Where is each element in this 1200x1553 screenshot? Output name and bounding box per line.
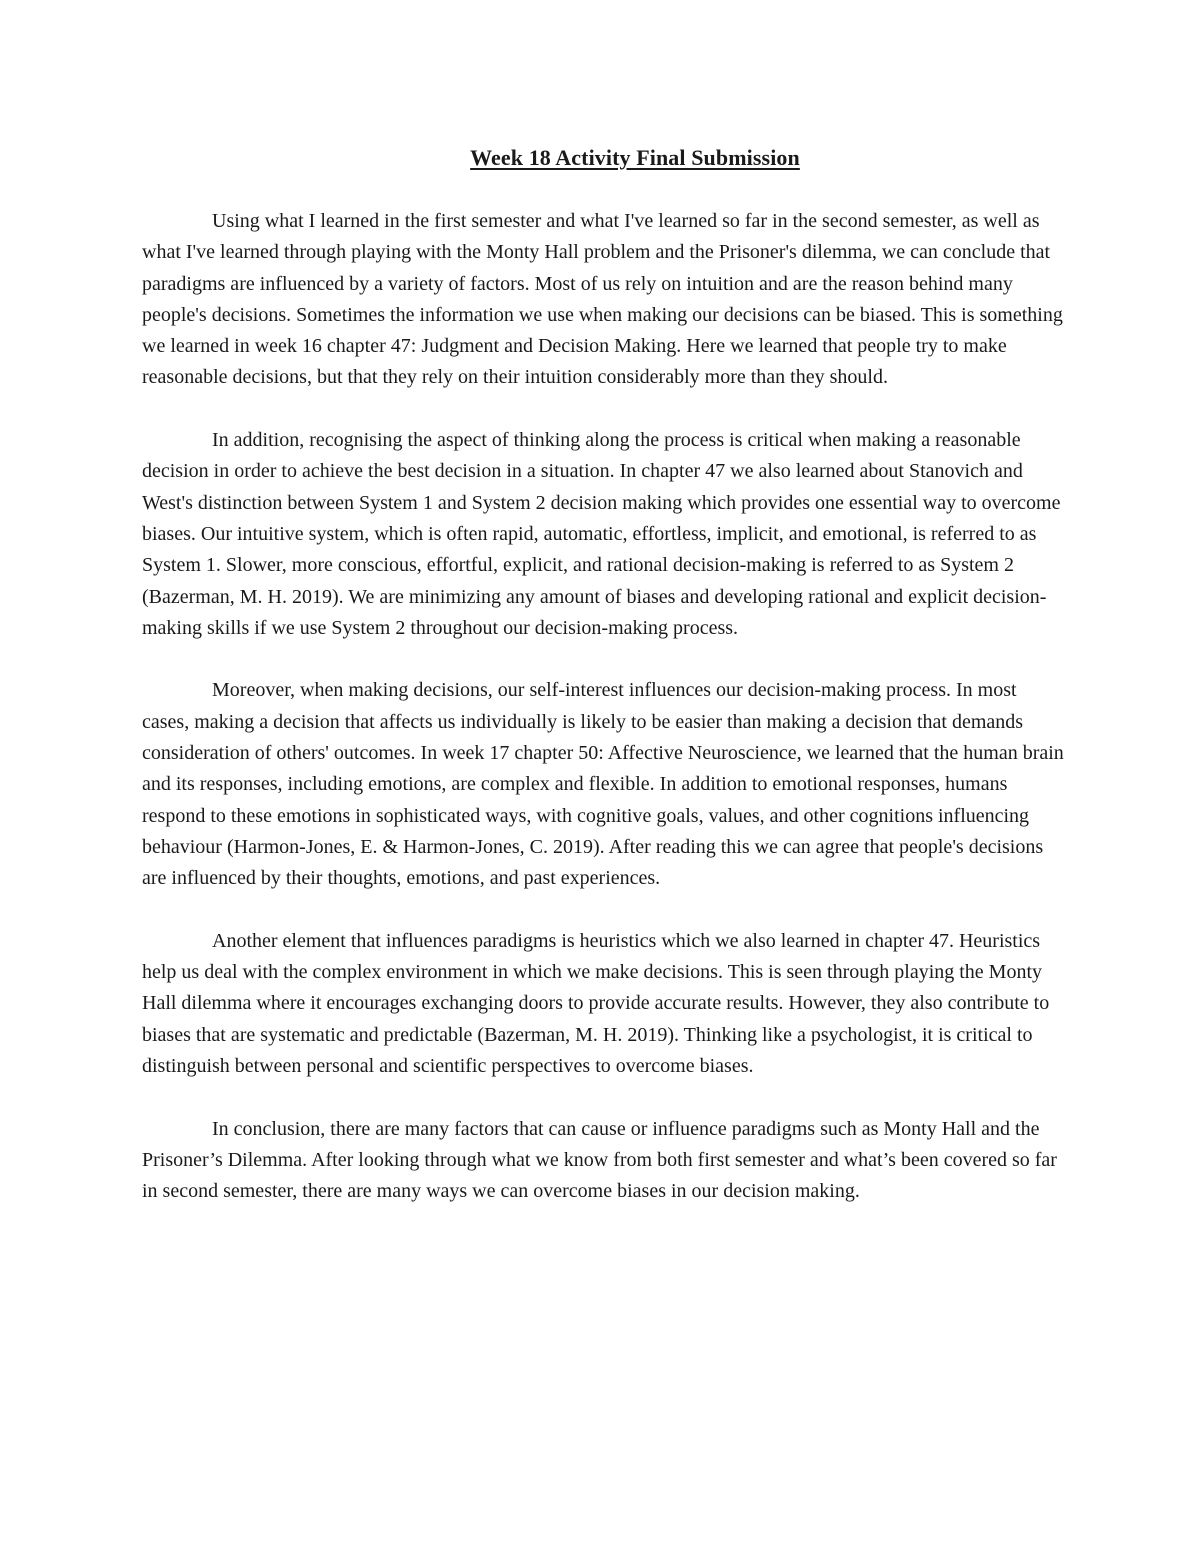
paragraph-5: In conclusion, there are many factors that can cause or influence paradigms such as Monty Hall and the Prisoner’s Dilemma. After looking through what we know from both first semester and what’s been covered so far in second semester, there are many ways we can overcome biases in our decision making. — [142, 1117, 1057, 1203]
paragraph-4: Another element that influences paradigms is heuristics which we also learned in chapter 47. Heuristics help us deal with the complex environment in which we make decisions. This is seen through playing the Monty Hall dilemma where it encourages exchanging doors to provide accurate results. However, they also contribute to biases that are systematic and predictable (Bazerman, M. H. 2019). Thinking like a psychologist, it is critical to distinguish between personal and scientific perspectives to overcome biases. — [142, 929, 1050, 1078]
document-body — [142, 206, 1064, 1239]
document-title: Week 18 Activity Final Submission — [470, 145, 800, 170]
paragraph-1: Using what I learned in the first semester and what I've learned so far in the second semester, as well as what I've learned through playing with the Monty Hall problem and the Prisoner's dilemma, we can conclude that paradigms are influenced by a variety of factors. Most of us rely on intuition and are the reason behind many people's decisions. Sometimes the information we use when making our decisions can be biased. This is something we learned in week 16 chapter 47: Judgment and Decision Making. Here we learned that people try to make reasonable decisions, but that they rely on their intuition considerably more than they should. — [142, 210, 1063, 389]
paragraph-2: In addition, recognising the aspect of thinking along the process is critical when making a reasonable decision in order to achieve the best decision in a situation. In chapter 47 we also learned about Stanovich and West's distinction between System 1 and System 2 decision making which provides one essential way to overcome biases. Our intuitive system, which is often rapid, automatic, effortless, implicit, and emotional, is referred to as System 1. Slower, more conscious, effortful, explicit, and rational decision-making is referred to as System 2 (Bazerman, M. H. 2019). We are minimizing any amount of biases and developing rational and explicit decision-making skills if we use System 2 throughout our decision-making process. — [142, 429, 1061, 639]
paragraph-3: Moreover, when making decisions, our self-interest influences our decision-making process. In most cases, making a decision that affects us individually is likely to be easier than making a decision that demands consideration of others' outcomes. In week 17 chapter 50: Affective Neuroscience, we learned that the human brain and its responses, including emotions, are complex and flexible. In addition to emotional responses, humans respond to these emotions in sophisticated ways, with cognitive goals, values, and other cognitions influencing behaviour (Harmon-Jones, E. & Harmon-Jones, C. 2019). After reading this we can agree that people's decisions are influenced by their thoughts, emotions, and past experiences. — [142, 679, 1064, 890]
